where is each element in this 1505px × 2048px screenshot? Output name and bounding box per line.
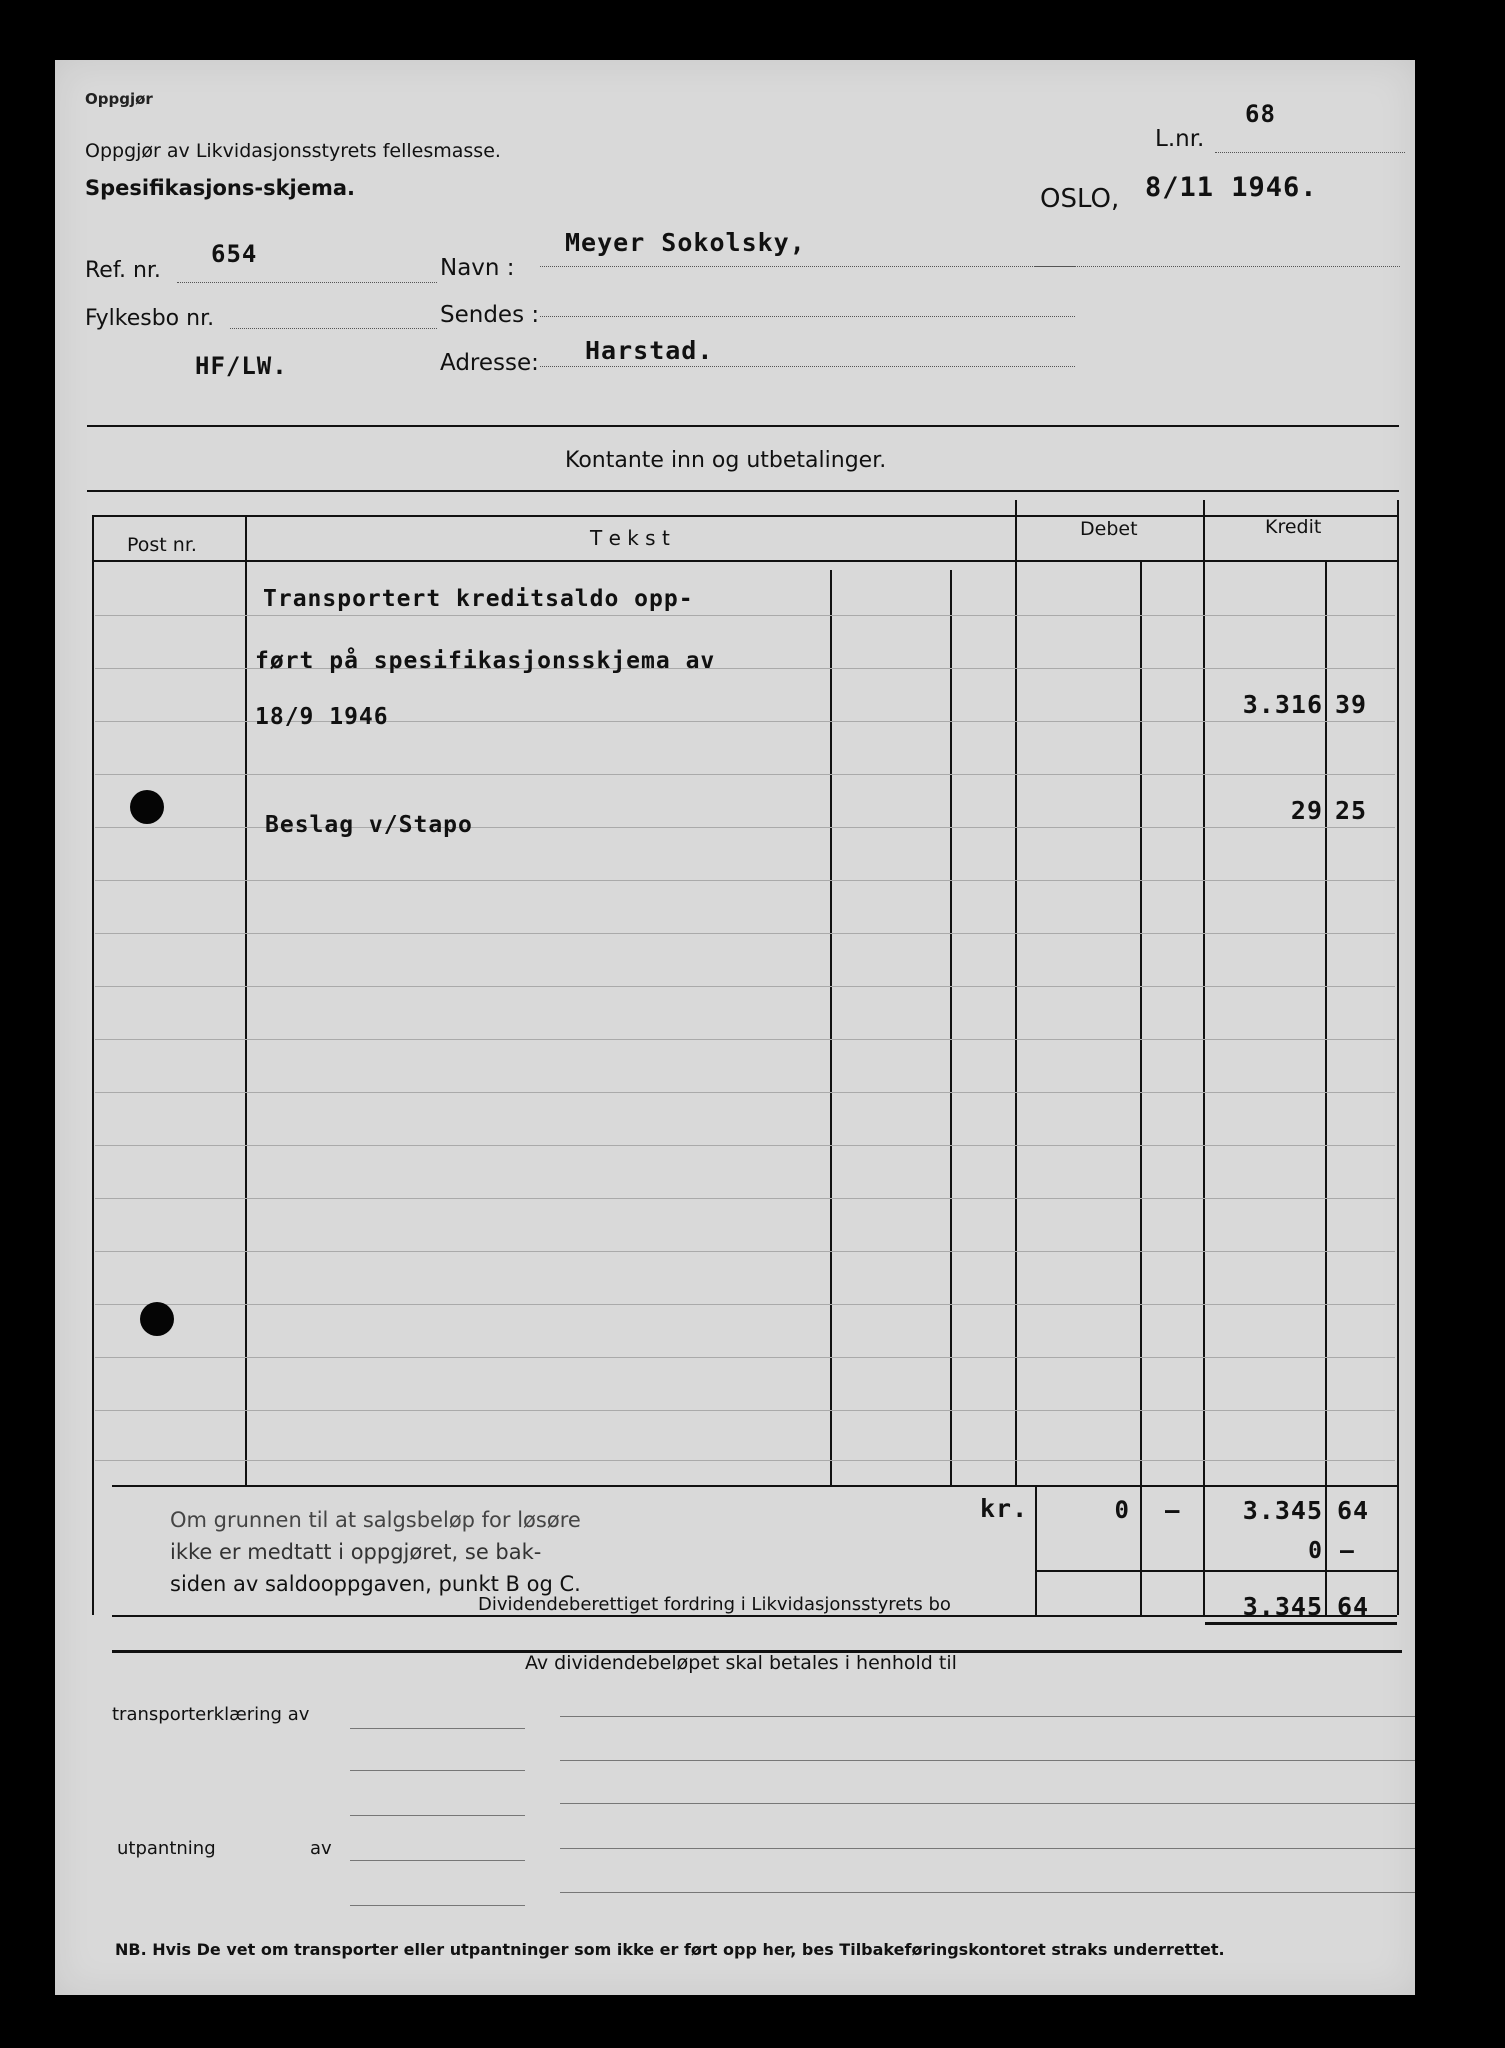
row-rule [95,880,1395,881]
total-debet-ore: — [1165,1496,1181,1524]
row-rule [95,1092,1395,1093]
kredit-ore-border [1325,560,1327,1615]
table-right-border [1397,500,1399,1615]
initials: HF/LW. [195,352,288,380]
total-kredit-kr: 3.345 [1242,1496,1323,1525]
summary-divider [1035,1570,1397,1572]
row-text: Transportert kreditsaldo opp- [263,586,694,612]
kredit-ore-cell: 25 [1335,796,1368,825]
table-header-bottom [92,560,1397,562]
adresse-line [540,366,1075,367]
footer-nb-note: NB. Hvis De vet om transporter eller utpantninger som ikke er ført opp her, bes Tilbakeføringskontoret straks underrettet. [115,1940,1225,1959]
write-line [560,1848,1415,1849]
write-line [350,1905,525,1906]
scribbled-word: Oppgjør [85,90,153,108]
row-rule [95,1460,1395,1461]
dividend-label: Dividendeberettiget fordring i Likvidasjonsstyrets bo [478,1594,951,1615]
sub-kredit-ore: — [1340,1538,1355,1564]
title-line: Oppgjør av Likvidasjonsstyrets fellesmasse. [85,140,501,162]
row-rule [95,1039,1395,1040]
table-left-border [92,515,94,1615]
row-rule [95,1304,1395,1305]
write-line [350,1770,525,1771]
write-line [350,1860,525,1861]
lnr-value: 68 [1245,100,1276,128]
punch-hole [130,790,164,824]
kredit-kr-cell: 3.316 [1242,690,1323,719]
write-line [560,1760,1415,1761]
table-top [92,515,1397,517]
navn-line [540,266,1075,267]
row-rule [95,615,1395,616]
write-line [560,1716,1415,1717]
document-page [55,60,1415,1995]
row-rule [95,986,1395,987]
row-text: ført på spesifikasjonsskjema av [255,648,716,674]
inner-col-1 [830,570,832,1485]
navn-value: Meyer Sokolsky, [565,228,806,257]
post-col-border [245,515,247,1485]
fylkesbo-label: Fylkesbo nr. [85,306,215,331]
total-debet-kr: 0 [1114,1496,1130,1524]
ref-value: 654 [211,240,258,268]
section-rule-bottom [87,490,1399,492]
ref-label: Ref. nr. [85,258,161,283]
punch-hole [140,1302,174,1336]
sub-kredit-kr: 0 [1308,1538,1323,1564]
utpantning-label: utpantning [117,1838,216,1859]
row-text: Beslag v/Stapo [265,812,473,838]
av-label: av [310,1838,332,1859]
form-subtitle: Spesifikasjons-skjema. [85,176,356,200]
row-text: 18/9 1946 [255,704,389,730]
write-line [350,1815,525,1816]
inner-col-2 [950,570,952,1485]
dividend-kr: 3.345 [1242,1592,1323,1621]
kredit-ore-cell: 39 [1335,690,1368,719]
row-rule [95,1198,1395,1199]
navn-line-2 [1035,266,1400,267]
ref-line [177,282,437,283]
row-rule [95,1410,1395,1411]
sendes-label: Sendes : [440,302,540,328]
navn-label: Navn : [440,255,515,281]
section-title: Kontante inn og utbetalinger. [565,448,887,473]
row-rule [95,933,1395,934]
header-kredit: Kredit [1265,516,1322,538]
lnr-line [1215,152,1405,153]
header-post: Post nr. [127,534,197,556]
place-label: OSLO, [1040,184,1120,214]
row-rule [95,774,1395,775]
header-tekst: T e k s t [590,526,670,550]
lnr-label: L.nr. [1155,126,1205,152]
payout-heading: Av dividendebeløpet skal betales i henhold til [525,1652,957,1674]
sendes-line [540,316,1075,317]
write-line [560,1892,1415,1893]
adresse-value: Harstad. [585,336,714,365]
dividend-ore: 64 [1337,1592,1370,1621]
transport-label: transporterklæring av [112,1704,310,1725]
debet-ore-border [1140,560,1142,1615]
total-kredit-ore: 64 [1337,1496,1370,1525]
write-line [560,1803,1415,1804]
footer-note-line: Om grunnen til at salgsbeløp for løsøre [170,1508,581,1532]
row-rule [95,1145,1395,1146]
tekst-col-border [1015,500,1017,1485]
header-debet: Debet [1080,518,1138,540]
adresse-label: Adresse: [440,350,539,376]
row-rule [95,1357,1395,1358]
date-value: 8/11 1946. [1145,172,1318,203]
dividend-underline [1205,1622,1397,1625]
footer-note-line: ikke er medtatt i oppgjøret, se bak- [170,1540,542,1564]
section-rule-top [87,425,1399,427]
write-line [350,1728,525,1729]
footer-note-line: siden av saldooppgaven, punkt B og C. [170,1572,581,1596]
fylkesbo-line [230,328,437,329]
kr-label: kr. [980,1494,1029,1523]
summary-col-border [1035,1485,1037,1615]
row-rule [95,1251,1395,1252]
kredit-kr-cell: 29 [1290,796,1323,825]
